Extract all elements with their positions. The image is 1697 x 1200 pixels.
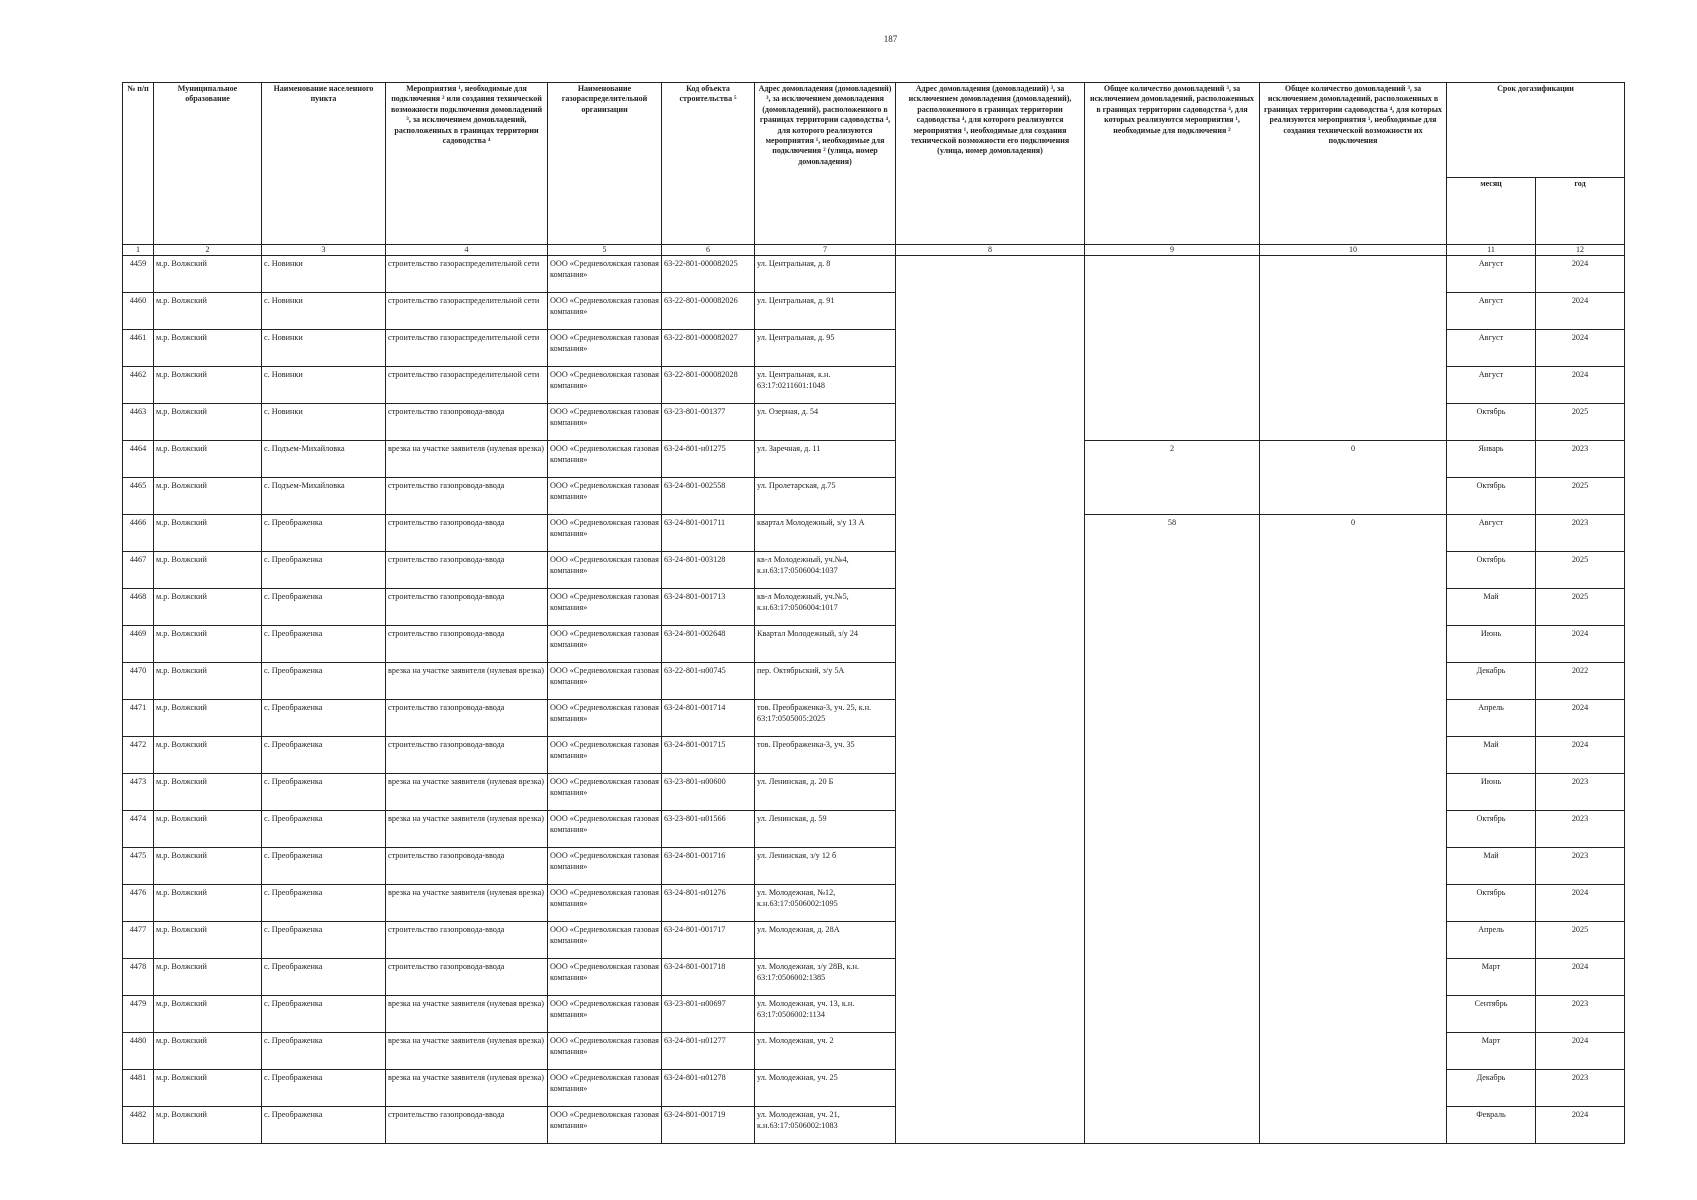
address-cell: квартал Молодежный, з/у 13 А: [755, 515, 896, 552]
measure-cell: строительство газораспределительной сети: [386, 330, 548, 367]
organization-cell: ООО «Средневолжская газовая компания»: [548, 1070, 662, 1107]
column-number: 1: [123, 245, 154, 256]
object-code-cell: 63-23-801-н00600: [662, 774, 755, 811]
measure-cell: врезка на участке заявителя (нулевая врезка): [386, 811, 548, 848]
organization-cell: ООО «Средневолжская газовая компания»: [548, 737, 662, 774]
municipality-cell: м.р. Волжский: [154, 404, 262, 441]
year-cell: 2025: [1536, 589, 1625, 626]
municipality-cell: м.р. Волжский: [154, 811, 262, 848]
month-cell: Сентябрь: [1447, 996, 1536, 1033]
row-number: 4470: [123, 663, 154, 700]
header-year: год: [1536, 178, 1625, 245]
organization-cell: ООО «Средневолжская газовая компания»: [548, 478, 662, 515]
month-cell: Октябрь: [1447, 404, 1536, 441]
object-code-cell: 63-24-801-н01278: [662, 1070, 755, 1107]
row-number: 4469: [123, 626, 154, 663]
organization-cell: ООО «Средневолжская газовая компания»: [548, 626, 662, 663]
object-code-cell: 63-24-801-003128: [662, 552, 755, 589]
month-cell: Апрель: [1447, 922, 1536, 959]
year-cell: 2023: [1536, 441, 1625, 478]
measure-cell: врезка на участке заявителя (нулевая врезка): [386, 1033, 548, 1070]
object-code-cell: 63-22-801-н00745: [662, 663, 755, 700]
year-cell: 2024: [1536, 330, 1625, 367]
settlement-cell: с. Преображенка: [262, 737, 386, 774]
address-cell: ул. Молодежная, д. 28А: [755, 922, 896, 959]
settlement-cell: с. Преображенка: [262, 626, 386, 663]
month-cell: Август: [1447, 367, 1536, 404]
settlement-cell: с. Преображенка: [262, 848, 386, 885]
address-cell: ул. Ленинская, д. 20 Б: [755, 774, 896, 811]
year-cell: 2025: [1536, 404, 1625, 441]
settlement-cell: с. Новинки: [262, 293, 386, 330]
column-number: 12: [1536, 245, 1625, 256]
address-cell: ул. Пролетарская, д.75: [755, 478, 896, 515]
address-cell: ул. Молодежная, уч. 13, к.н. 63:17:0506002:1134: [755, 996, 896, 1033]
settlement-cell: с. Преображенка: [262, 700, 386, 737]
column-number: 3: [262, 245, 386, 256]
object-code-cell: 63-24-801-001715: [662, 737, 755, 774]
municipality-cell: м.р. Волжский: [154, 478, 262, 515]
row-number: 4482: [123, 1107, 154, 1144]
object-code-cell: 63-24-801-001718: [662, 959, 755, 996]
organization-cell: ООО «Средневолжская газовая компания»: [548, 663, 662, 700]
row-number: 4477: [123, 922, 154, 959]
object-code-cell: 63-23-801-н00697: [662, 996, 755, 1033]
municipality-cell: м.р. Волжский: [154, 1070, 262, 1107]
column-number: 2: [154, 245, 262, 256]
row-number: 4461: [123, 330, 154, 367]
object-code-cell: 63-24-801-001714: [662, 700, 755, 737]
object-code-cell: 63-24-801-002648: [662, 626, 755, 663]
month-cell: Август: [1447, 256, 1536, 293]
measure-cell: строительство газопровода-ввода: [386, 589, 548, 626]
measure-cell: строительство газопровода-ввода: [386, 737, 548, 774]
municipality-cell: м.р. Волжский: [154, 626, 262, 663]
organization-cell: ООО «Средневолжская газовая компания»: [548, 515, 662, 552]
page-number: 187: [883, 34, 898, 44]
year-cell: 2024: [1536, 626, 1625, 663]
settlement-cell: с. Преображенка: [262, 663, 386, 700]
year-cell: 2024: [1536, 293, 1625, 330]
object-code-cell: 63-22-801-000082028: [662, 367, 755, 404]
object-code-cell: 63-22-801-000082025: [662, 256, 755, 293]
organization-cell: ООО «Средневолжская газовая компания»: [548, 293, 662, 330]
column-number: 7: [755, 245, 896, 256]
header-count-connection: Общее количество домовладений ³, за исключением домовладений, расположенных в границах территории садоводства ⁴, для которых реализуются мероприятия ¹, необходимые для подключения ²: [1085, 83, 1260, 245]
address-cell: ул. Заречная, д. 11: [755, 441, 896, 478]
municipality-cell: м.р. Волжский: [154, 1107, 262, 1144]
measure-cell: врезка на участке заявителя (нулевая врезка): [386, 885, 548, 922]
header-deadline: Срок догазификации: [1447, 83, 1625, 178]
address-cell: тов. Преображенка-3, уч. 25, к.н. 63:17:0505005:2025: [755, 700, 896, 737]
year-cell: 2024: [1536, 700, 1625, 737]
organization-cell: ООО «Средневолжская газовая компания»: [548, 367, 662, 404]
measure-cell: врезка на участке заявителя (нулевая врезка): [386, 996, 548, 1033]
column-number: 6: [662, 245, 755, 256]
address-cell: ул. Молодежная, уч. 25: [755, 1070, 896, 1107]
year-cell: 2023: [1536, 848, 1625, 885]
measure-cell: строительство газопровода-ввода: [386, 700, 548, 737]
month-cell: Март: [1447, 959, 1536, 996]
year-cell: 2023: [1536, 996, 1625, 1033]
column-number: 8: [896, 245, 1085, 256]
row-number: 4481: [123, 1070, 154, 1107]
settlement-cell: с. Преображенка: [262, 811, 386, 848]
row-number: 4459: [123, 256, 154, 293]
month-cell: Август: [1447, 293, 1536, 330]
month-cell: Октябрь: [1447, 885, 1536, 922]
month-cell: Декабрь: [1447, 663, 1536, 700]
settlement-cell: с. Подъем-Михайловка: [262, 441, 386, 478]
address-cell: ул. Ленинская, з/у 12 б: [755, 848, 896, 885]
year-cell: 2025: [1536, 922, 1625, 959]
address-cell: кв-л Молодежный, уч.№5, к.н.63:17:0506004:1017: [755, 589, 896, 626]
object-code-cell: 63-22-801-000082026: [662, 293, 755, 330]
year-cell: 2025: [1536, 552, 1625, 589]
address-cell: ул. Молодежная, уч. 2: [755, 1033, 896, 1070]
month-cell: Февраль: [1447, 1107, 1536, 1144]
organization-cell: ООО «Средневолжская газовая компания»: [548, 774, 662, 811]
municipality-cell: м.р. Волжский: [154, 552, 262, 589]
address-cell: ул. Центральная, к.н. 63:17:0211601:1048: [755, 367, 896, 404]
table-body: [123, 256, 1625, 1144]
column-number: 11: [1447, 245, 1536, 256]
measure-cell: строительство газопровода-ввода: [386, 404, 548, 441]
settlement-cell: с. Подъем-Михайловка: [262, 478, 386, 515]
settlement-cell: с. Преображенка: [262, 922, 386, 959]
header-address-connection: Адрес домовладения (домовладений) ³, за исключением домовладения (домовладений), расположенного в границах территории садоводства ⁴, для которого реализуются мероприятия ¹, необходимые для подключения ² (улица, номер домовладения): [755, 83, 896, 245]
column-number: 4: [386, 245, 548, 256]
organization-cell: ООО «Средневолжская газовая компания»: [548, 922, 662, 959]
settlement-cell: с. Преображенка: [262, 959, 386, 996]
measure-cell: строительство газопровода-ввода: [386, 478, 548, 515]
row-number: 4463: [123, 404, 154, 441]
measure-cell: строительство газопровода-ввода: [386, 959, 548, 996]
organization-cell: ООО «Средневолжская газовая компания»: [548, 700, 662, 737]
object-code-cell: 63-24-801-н01276: [662, 885, 755, 922]
object-code-cell: 63-24-801-001717: [662, 922, 755, 959]
municipality-cell: м.р. Волжский: [154, 293, 262, 330]
settlement-cell: с. Новинки: [262, 330, 386, 367]
column-number: 9: [1085, 245, 1260, 256]
year-cell: 2023: [1536, 774, 1625, 811]
header-month: месяц: [1447, 178, 1536, 245]
row-number: 4464: [123, 441, 154, 478]
address-cell: тов. Преображенка-3, уч. 35: [755, 737, 896, 774]
address-cell: Квартал Молодежный, з/у 24: [755, 626, 896, 663]
year-cell: 2024: [1536, 1107, 1625, 1144]
address-cell: ул. Центральная, д. 91: [755, 293, 896, 330]
month-cell: Июнь: [1447, 626, 1536, 663]
year-cell: 2025: [1536, 478, 1625, 515]
header-municipality: Муниципальное образование: [154, 83, 262, 245]
settlement-cell: с. Новинки: [262, 404, 386, 441]
municipality-cell: м.р. Волжский: [154, 441, 262, 478]
count-connection-cell: 2: [1085, 441, 1260, 515]
address-technical-cell: [896, 256, 1085, 1144]
year-cell: 2022: [1536, 663, 1625, 700]
settlement-cell: с. Новинки: [262, 367, 386, 404]
municipality-cell: м.р. Волжский: [154, 959, 262, 996]
settlement-cell: с. Преображенка: [262, 515, 386, 552]
municipality-cell: м.р. Волжский: [154, 848, 262, 885]
settlement-cell: с. Преображенка: [262, 774, 386, 811]
municipality-cell: м.р. Волжский: [154, 1033, 262, 1070]
municipality-cell: м.р. Волжский: [154, 996, 262, 1033]
municipality-cell: м.р. Волжский: [154, 330, 262, 367]
address-cell: ул. Молодежная, №12, к.н.63:17:0506002:1095: [755, 885, 896, 922]
month-cell: Октябрь: [1447, 811, 1536, 848]
count-connection-cell: [1085, 256, 1260, 441]
month-cell: Октябрь: [1447, 552, 1536, 589]
address-cell: ул. Центральная, д. 8: [755, 256, 896, 293]
header-address-technical: Адрес домовладения (домовладений) ³, за исключением домовладения (домовладений), расположенного в границах территории садоводства ⁴, для которого реализуются мероприятия ¹, необходимые для создания технической возможности его подключения (улица, номер домовладения): [896, 83, 1085, 245]
address-cell: ул. Молодежная, з/у 28В, к.н. 63:17:0506002:1385: [755, 959, 896, 996]
header-organization: Наименование газораспределительной организации: [548, 83, 662, 245]
municipality-cell: м.р. Волжский: [154, 663, 262, 700]
organization-cell: ООО «Средневолжская газовая компания»: [548, 404, 662, 441]
measure-cell: строительство газопровода-ввода: [386, 1107, 548, 1144]
row-number: 4476: [123, 885, 154, 922]
organization-cell: ООО «Средневолжская газовая компания»: [548, 552, 662, 589]
year-cell: 2024: [1536, 367, 1625, 404]
municipality-cell: м.р. Волжский: [154, 256, 262, 293]
address-cell: ул. Ленинская, д. 59: [755, 811, 896, 848]
measure-cell: врезка на участке заявителя (нулевая врезка): [386, 774, 548, 811]
organization-cell: ООО «Средневолжская газовая компания»: [548, 1107, 662, 1144]
organization-cell: ООО «Средневолжская газовая компания»: [548, 589, 662, 626]
year-cell: 2024: [1536, 256, 1625, 293]
organization-cell: ООО «Средневолжская газовая компания»: [548, 959, 662, 996]
row-number: 4473: [123, 774, 154, 811]
municipality-cell: м.р. Волжский: [154, 737, 262, 774]
address-cell: кв-л Молодежный, уч.№4, к.н.63:17:0506004:1037: [755, 552, 896, 589]
row-number: 4474: [123, 811, 154, 848]
settlement-cell: с. Преображенка: [262, 1107, 386, 1144]
object-code-cell: 63-23-801-н01566: [662, 811, 755, 848]
column-numbers-row: [123, 245, 1625, 256]
table-row: [123, 441, 1625, 478]
measure-cell: строительство газопровода-ввода: [386, 922, 548, 959]
organization-cell: ООО «Средневолжская газовая компания»: [548, 330, 662, 367]
object-code-cell: 63-24-801-001716: [662, 848, 755, 885]
settlement-cell: с. Преображенка: [262, 1070, 386, 1107]
measure-cell: врезка на участке заявителя (нулевая врезка): [386, 1070, 548, 1107]
object-code-cell: 63-24-801-н01277: [662, 1033, 755, 1070]
row-number: 4471: [123, 700, 154, 737]
row-number: 4467: [123, 552, 154, 589]
object-code-cell: 63-24-801-001719: [662, 1107, 755, 1144]
row-number: 4478: [123, 959, 154, 996]
month-cell: Январь: [1447, 441, 1536, 478]
measure-cell: строительство газопровода-ввода: [386, 626, 548, 663]
year-cell: 2024: [1536, 737, 1625, 774]
organization-cell: ООО «Средневолжская газовая компания»: [548, 885, 662, 922]
table-row: [123, 256, 1625, 293]
object-code-cell: 63-23-801-001377: [662, 404, 755, 441]
object-code-cell: 63-24-801-н01275: [662, 441, 755, 478]
measure-cell: строительство газораспределительной сети: [386, 367, 548, 404]
row-number: 4466: [123, 515, 154, 552]
settlement-cell: с. Преображенка: [262, 996, 386, 1033]
organization-cell: ООО «Средневолжская газовая компания»: [548, 811, 662, 848]
year-cell: 2023: [1536, 1070, 1625, 1107]
municipality-cell: м.р. Волжский: [154, 922, 262, 959]
address-cell: пер. Октябрьский, з/у 5А: [755, 663, 896, 700]
month-cell: Март: [1447, 1033, 1536, 1070]
settlement-cell: с. Преображенка: [262, 589, 386, 626]
year-cell: 2024: [1536, 959, 1625, 996]
month-cell: Май: [1447, 589, 1536, 626]
municipality-cell: м.р. Волжский: [154, 515, 262, 552]
object-code-cell: 63-24-801-002558: [662, 478, 755, 515]
organization-cell: ООО «Средневолжская газовая компания»: [548, 1033, 662, 1070]
organization-cell: ООО «Средневолжская газовая компания»: [548, 848, 662, 885]
municipality-cell: м.р. Волжский: [154, 700, 262, 737]
measure-cell: строительство газораспределительной сети: [386, 293, 548, 330]
address-cell: ул. Озерная, д. 54: [755, 404, 896, 441]
header-number: № п/п: [123, 83, 154, 245]
count-technical-cell: 0: [1260, 441, 1447, 515]
measure-cell: строительство газопровода-ввода: [386, 515, 548, 552]
count-technical-cell: 0: [1260, 515, 1447, 1144]
month-cell: Октябрь: [1447, 478, 1536, 515]
year-cell: 2024: [1536, 1033, 1625, 1070]
row-number: 4472: [123, 737, 154, 774]
municipality-cell: м.р. Волжский: [154, 589, 262, 626]
address-cell: ул. Молодежная, уч. 21, к.н.63:17:0506002:1083: [755, 1107, 896, 1144]
object-code-cell: 63-22-801-000082027: [662, 330, 755, 367]
row-number: 4475: [123, 848, 154, 885]
year-cell: 2024: [1536, 885, 1625, 922]
count-connection-cell: 58: [1085, 515, 1260, 1144]
row-number: 4462: [123, 367, 154, 404]
row-number: 4468: [123, 589, 154, 626]
month-cell: Апрель: [1447, 700, 1536, 737]
municipality-cell: м.р. Волжский: [154, 367, 262, 404]
measure-cell: врезка на участке заявителя (нулевая врезка): [386, 441, 548, 478]
year-cell: 2023: [1536, 515, 1625, 552]
settlement-cell: с. Новинки: [262, 256, 386, 293]
address-cell: ул. Центральная, д. 95: [755, 330, 896, 367]
year-cell: 2023: [1536, 811, 1625, 848]
row-number: 4465: [123, 478, 154, 515]
month-cell: Май: [1447, 737, 1536, 774]
municipality-cell: м.р. Волжский: [154, 885, 262, 922]
header-count-technical: Общее количество домовладений ³, за исключением домовладений, расположенных в границах территории садоводства ⁴, для которых реализуются мероприятия ¹, необходимые для создания технической возможности их подключения: [1260, 83, 1447, 245]
settlement-cell: с. Преображенка: [262, 1033, 386, 1070]
measure-cell: строительство газораспределительной сети: [386, 256, 548, 293]
gasification-table: [122, 82, 1625, 1144]
month-cell: Декабрь: [1447, 1070, 1536, 1107]
row-number: 4479: [123, 996, 154, 1033]
header-object-code: Код объекта строительства ⁵: [662, 83, 755, 245]
organization-cell: ООО «Средневолжская газовая компания»: [548, 256, 662, 293]
table-row: [123, 515, 1625, 552]
count-technical-cell: [1260, 256, 1447, 441]
column-number: 5: [548, 245, 662, 256]
month-cell: Июнь: [1447, 774, 1536, 811]
measure-cell: строительство газопровода-ввода: [386, 552, 548, 589]
object-code-cell: 63-24-801-001711: [662, 515, 755, 552]
organization-cell: ООО «Средневолжская газовая компания»: [548, 996, 662, 1033]
column-number: 10: [1260, 245, 1447, 256]
month-cell: Май: [1447, 848, 1536, 885]
month-cell: Август: [1447, 330, 1536, 367]
row-number: 4480: [123, 1033, 154, 1070]
object-code-cell: 63-24-801-001713: [662, 589, 755, 626]
municipality-cell: м.р. Волжский: [154, 774, 262, 811]
measure-cell: строительство газопровода-ввода: [386, 848, 548, 885]
organization-cell: ООО «Средневолжская газовая компания»: [548, 441, 662, 478]
header-measures: Мероприятия ¹, необходимые для подключения ² или создания технической возможности подключения домовладений ³, за исключением домовладений, расположенных в границах территории садоводства ⁴: [386, 83, 548, 245]
month-cell: Август: [1447, 515, 1536, 552]
header-settlement: Наименование населенного пункта: [262, 83, 386, 245]
row-number: 4460: [123, 293, 154, 330]
measure-cell: врезка на участке заявителя (нулевая врезка): [386, 663, 548, 700]
settlement-cell: с. Преображенка: [262, 885, 386, 922]
settlement-cell: с. Преображенка: [262, 552, 386, 589]
